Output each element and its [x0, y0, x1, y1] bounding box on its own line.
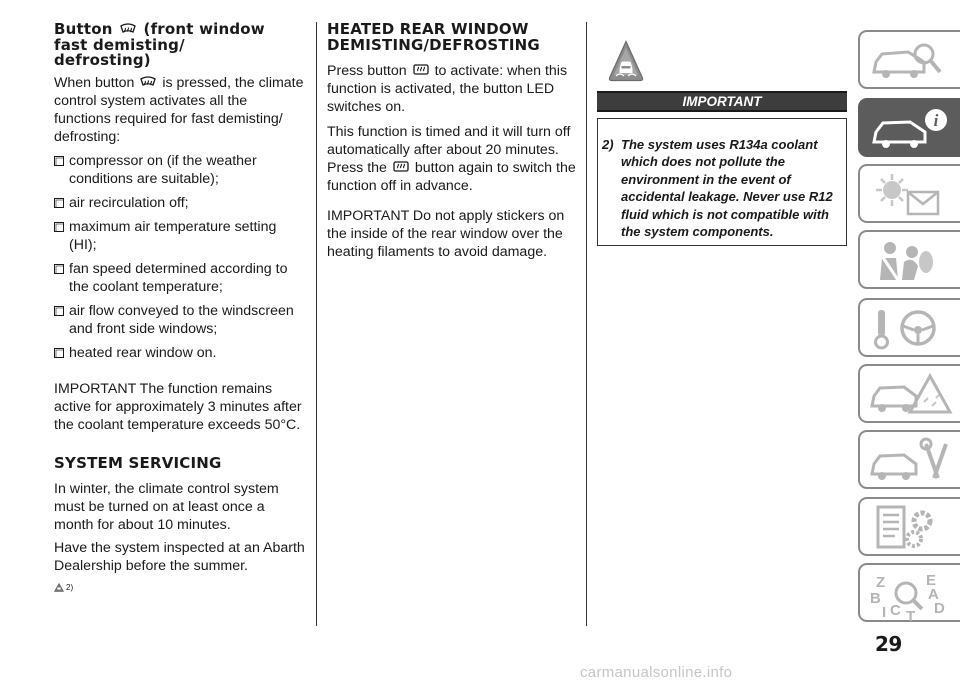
index-letter: I: [882, 604, 887, 621]
bullet-text: heated rear window on.: [69, 344, 217, 361]
intro-paragraph: [54, 74, 306, 146]
heading-text: DEMISTING/DEFROSTING: [327, 35, 540, 54]
alphabetical-index-icon: [868, 569, 958, 624]
key-steering-wheel-icon: [868, 304, 958, 354]
item-number: 2): [602, 137, 614, 152]
tab-warning-lights[interactable]: [858, 164, 960, 223]
index-letter: D: [934, 600, 945, 617]
checkbox-bullet-icon: [54, 306, 64, 316]
bullet-text: fan speed determined according to the coolant temperature;: [69, 260, 288, 295]
index-letter: B: [870, 590, 881, 607]
column-divider: [316, 22, 317, 626]
tab-alphabetical-index[interactable]: [858, 563, 960, 622]
car-service-tools-icon: [868, 436, 958, 486]
warning-triangle-icon: [54, 583, 64, 592]
tab-technical-specs[interactable]: [858, 497, 960, 556]
index-letter: C: [890, 602, 901, 619]
paragraph-text: Press button: [327, 63, 407, 79]
bullet-item: [54, 302, 306, 338]
paragraph-text: to activate: when this function is activated, the button LED switches on.: [327, 63, 568, 115]
tab-safety[interactable]: [858, 230, 960, 289]
important-note: IMPORTANT The function remains active for approximately 3 minutes after the coolant temperature exceeds 50°C.: [54, 380, 302, 433]
checkbox-bullet-icon: [54, 156, 64, 166]
rear-window-paragraph: [327, 62, 579, 116]
servicing-paragraph: Have the system inspected at an Abarth Dealership before the summer.: [54, 540, 305, 574]
important-item: [602, 136, 840, 240]
index-letter: Z: [876, 574, 886, 591]
car-emergency-icon: [868, 370, 958, 420]
column-divider: [586, 22, 587, 626]
tab-starting-driving[interactable]: [858, 298, 960, 357]
bullet-item: [54, 218, 306, 254]
bullet-text: air flow conveyed to the windscreen and front side windows;: [69, 302, 294, 337]
note-reference-number: 2): [66, 583, 74, 592]
bullet-item: [54, 194, 306, 212]
front-defrost-icon: [120, 23, 136, 36]
bullet-text: air recirculation off;: [69, 194, 189, 211]
servicing-paragraph: In winter, the climate control system must be turned on at least once a month for about 10 minutes.: [54, 481, 279, 533]
index-letter: E: [926, 572, 937, 589]
heading-text: HEATED REAR WINDOW: [327, 20, 529, 38]
paragraph-text: This function is timed and it will turn off automatically after about 20 minutes. Press the: [327, 124, 571, 176]
bullet-text: compressor on (if the weather conditions are suitable);: [69, 152, 257, 187]
tab-servicing[interactable]: [858, 430, 960, 489]
note-reference: [54, 583, 306, 592]
checkbox-bullet-icon: [54, 348, 64, 358]
column-left: [54, 22, 306, 592]
index-letter: A: [928, 586, 939, 603]
section-heading-front-demisting: [54, 22, 306, 69]
tab-car-info[interactable]: [858, 98, 960, 157]
checkbox-bullet-icon: [54, 198, 64, 208]
rear-defrost-icon: [413, 64, 429, 77]
svg-text:i: i: [933, 111, 939, 130]
watermark: carmanualsonline.info: [580, 664, 733, 681]
index-letter: T: [906, 608, 916, 624]
tab-car-overview[interactable]: [858, 30, 960, 89]
bullet-text: maximum air temperature setting (HI);: [69, 218, 277, 253]
section-heading-system-servicing: SYSTEM SERVICING: [54, 453, 222, 472]
rear-window-important: IMPORTANT Do not apply stickers on the inside of the rear window over the heating filaments to avoid damage.: [327, 208, 565, 260]
intro-text: When button: [54, 74, 135, 91]
column-middle: [327, 22, 579, 261]
checkbox-bullet-icon: [54, 264, 64, 274]
car-magnifier-icon: [868, 36, 958, 86]
bullet-item: [54, 260, 306, 296]
item-text: The system uses R134a coolant which does not pollute the environment in the event of accidental leakage. Never use R12 fluid which is not compatible with the system components.: [621, 137, 833, 240]
heading-text: (front window: [143, 20, 265, 38]
paragraph-text: button again to switch the function off in advance.: [327, 160, 576, 194]
bullet-item: [54, 152, 306, 188]
technical-specs-gear-icon: [868, 503, 958, 553]
rear-window-paragraph: [327, 123, 579, 195]
intro-text: is pressed, the climate control system activates all the functions required for fast demisting/ defrosting:: [54, 74, 304, 145]
tab-emergency[interactable]: [858, 364, 960, 423]
seatbelt-airbag-icon: [868, 236, 958, 286]
rear-defrost-icon: [393, 161, 409, 174]
front-defrost-icon: [140, 76, 156, 89]
warning-triangle-icon: [608, 40, 644, 82]
car-info-icon: [868, 104, 958, 154]
section-heading-rear-window: [327, 22, 579, 53]
important-header: IMPORTANT: [597, 91, 847, 112]
heading-text: fast demisting/: [54, 35, 185, 54]
checkbox-bullet-icon: [54, 222, 64, 232]
heading-text: defrosting): [54, 51, 151, 69]
bullet-item: [54, 344, 306, 362]
important-box: [597, 118, 847, 246]
warning-lights-icon: [868, 170, 958, 220]
page-number: 29: [875, 632, 902, 656]
heading-text: Button: [54, 20, 113, 38]
